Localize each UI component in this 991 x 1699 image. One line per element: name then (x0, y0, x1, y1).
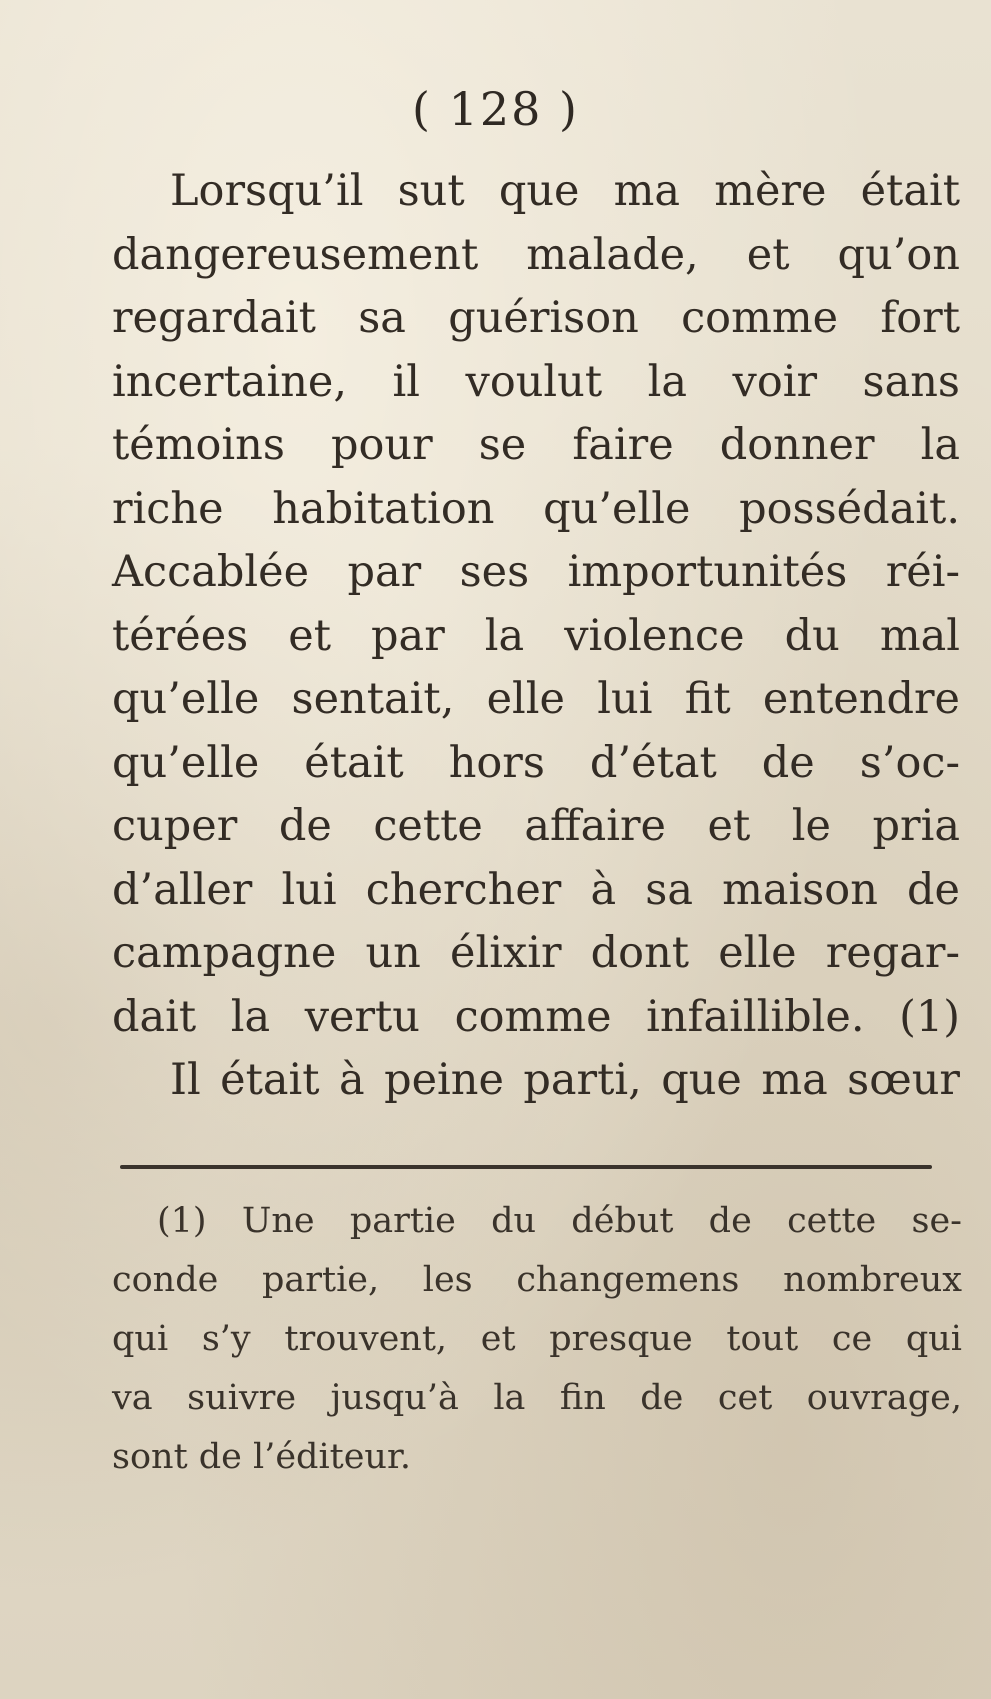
footnote-divider (120, 1165, 932, 1169)
footnote-block (112, 1192, 962, 1487)
text-line: riche habitation qu’elle possédait. (112, 483, 960, 534)
text-line: qu’elle était hors d’état de s’oc- (112, 737, 960, 788)
text-line: campagne un élixir dont elle regar- (112, 928, 960, 978)
text-line: dangereusement malade, et qu’on (112, 229, 960, 280)
text-line: Accablée par ses importunités réi- (112, 547, 960, 597)
footnote-line: sont de l’éditeur. (112, 1437, 411, 1477)
footnote-line: qui s’y trouvent, et presque tout ce qui (112, 1319, 962, 1359)
text-line: dait la vertu comme infaillible. (1) (112, 991, 960, 1042)
main-text-block (112, 160, 960, 1113)
footnote-line: conde partie, les changemens nombreux (112, 1260, 962, 1300)
page-number: ( 128 ) (412, 82, 579, 136)
text-line: térées et par la violence du mal (112, 610, 960, 661)
text-line: Il était à peine parti, que ma sœur (170, 1055, 960, 1105)
text-line: cuper de cette affaire et le pria (112, 801, 960, 851)
text-line: regardait sa guérison comme fort (112, 293, 960, 343)
text-line: Lorsqu’il sut que ma mère était (170, 166, 960, 216)
footnote-line: va suivre jusqu’à la fin de cet ouvrage, (112, 1378, 962, 1418)
text-line: d’aller lui chercher à sa maison de (112, 864, 960, 915)
text-line: témoins pour se faire donner la (112, 420, 960, 470)
footnote-line: (1) Une partie du début de cette se- (157, 1201, 962, 1241)
text-line: incertaine, il voulut la voir sans (112, 356, 960, 407)
text-line: qu’elle sentait, elle lui fit entendre (112, 674, 960, 724)
